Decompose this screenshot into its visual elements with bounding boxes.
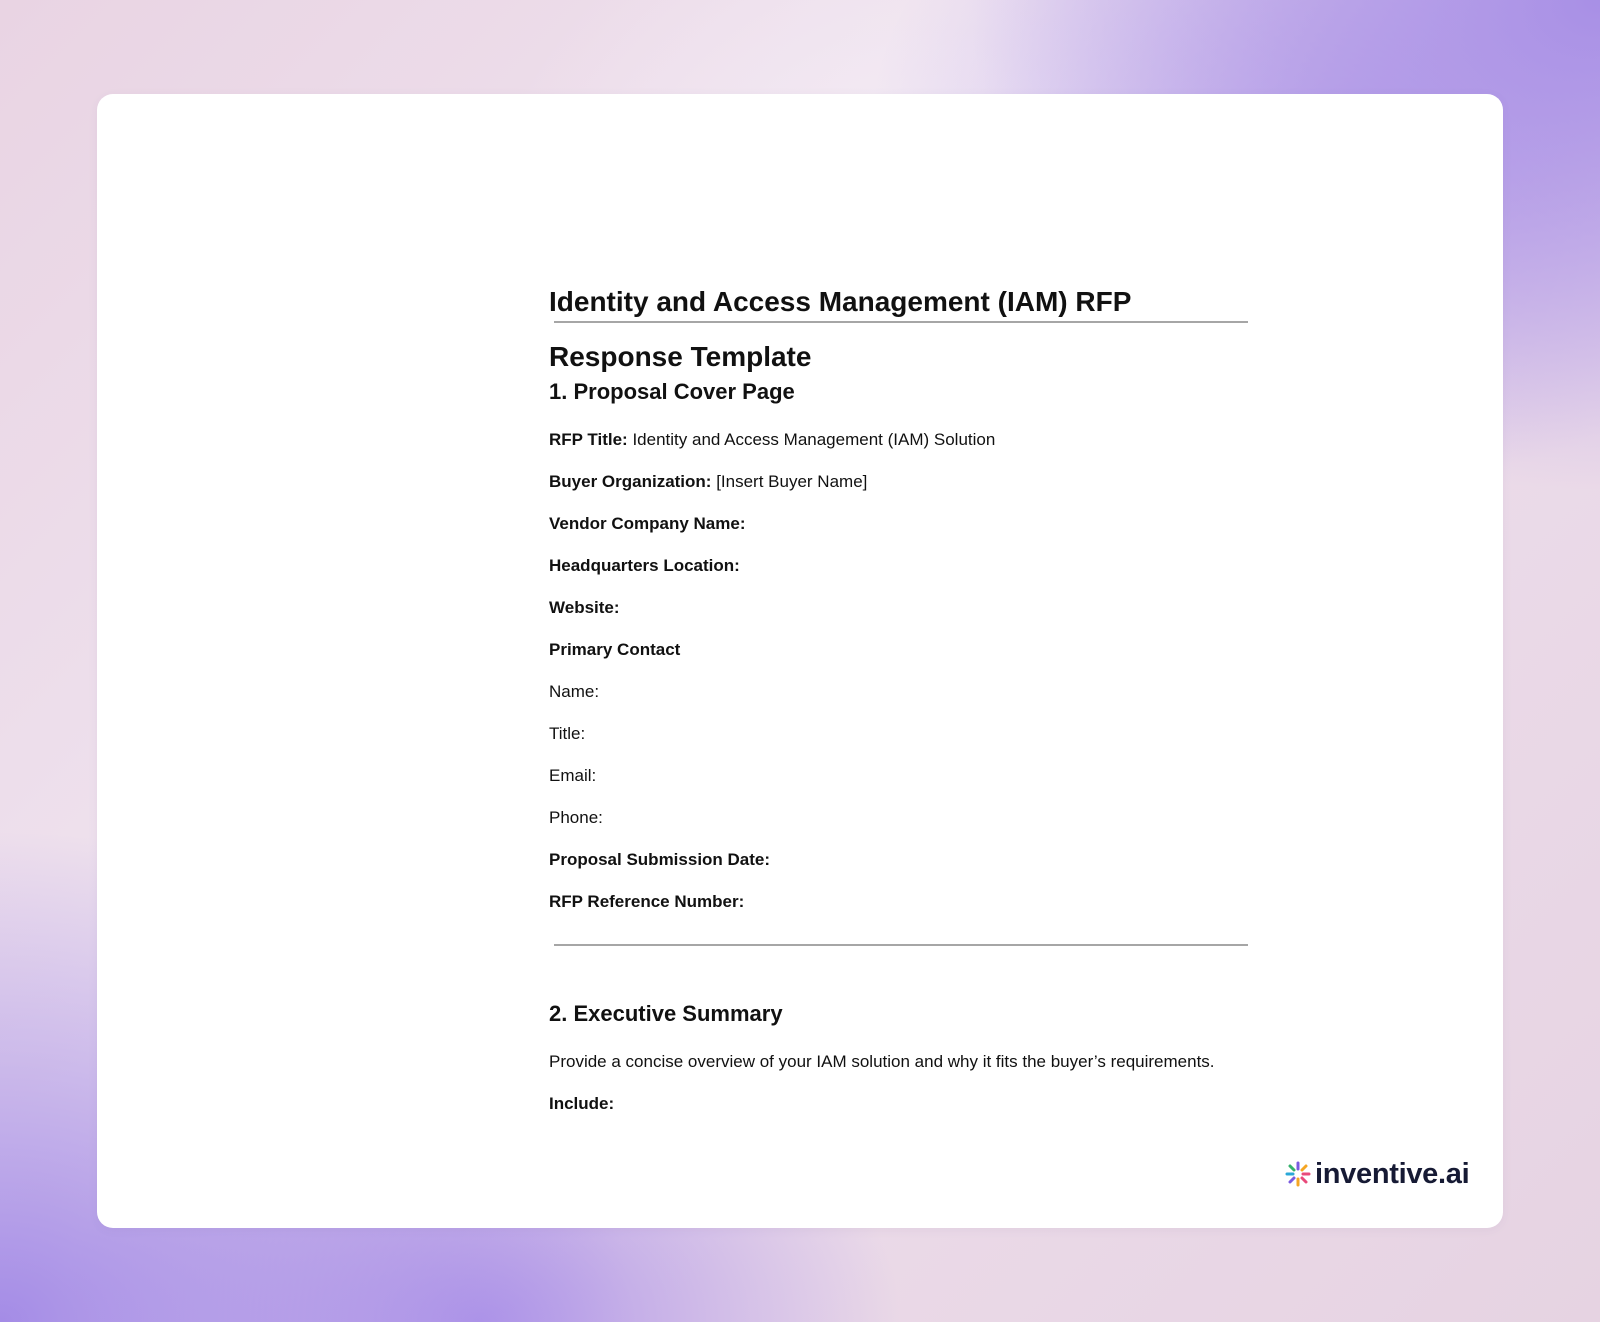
buyer-organization-value: [Insert Buyer Name]	[716, 472, 868, 491]
brand-logo	[1285, 1156, 1469, 1192]
include-label: Include:	[549, 1094, 615, 1113]
rfp-title-row	[549, 429, 995, 451]
buyer-organization-row	[549, 471, 867, 493]
section-divider	[554, 944, 1248, 946]
buyer-organization-label: Buyer Organization:	[549, 472, 712, 491]
vendor-company-name-label: Vendor Company Name:	[549, 514, 746, 533]
document-title: Identity and Access Management (IAM) RFP Response Template	[549, 286, 1131, 372]
executive-summary-description: Provide a concise overview of your IAM solution and why it fits the buyer’s requirements.	[549, 1052, 1215, 1071]
section-divider	[554, 321, 1248, 323]
contact-name-label: Name:	[549, 682, 600, 701]
website-label: Website:	[549, 598, 620, 617]
rfp-title-value: Identity and Access Management (IAM) Solution	[632, 430, 996, 449]
sparkle-burst-icon	[1285, 1161, 1311, 1187]
contact-email-label: Email:	[549, 766, 597, 785]
contact-title-label: Title:	[549, 724, 586, 743]
headquarters-location-label: Headquarters Location:	[549, 556, 740, 575]
brand-name: inventive.ai	[1315, 1158, 1470, 1190]
document-card	[97, 94, 1503, 1228]
contact-phone-label: Phone:	[549, 808, 603, 827]
proposal-submission-date-label: Proposal Submission Date:	[549, 850, 771, 869]
primary-contact-label: Primary Contact	[549, 640, 681, 659]
section-heading-executive-summary: 2. Executive Summary	[549, 1001, 783, 1026]
rfp-title-label: RFP Title:	[549, 430, 628, 449]
rfp-reference-number-label: RFP Reference Number:	[549, 892, 745, 911]
section-heading-cover-page: 1. Proposal Cover Page	[549, 379, 795, 404]
